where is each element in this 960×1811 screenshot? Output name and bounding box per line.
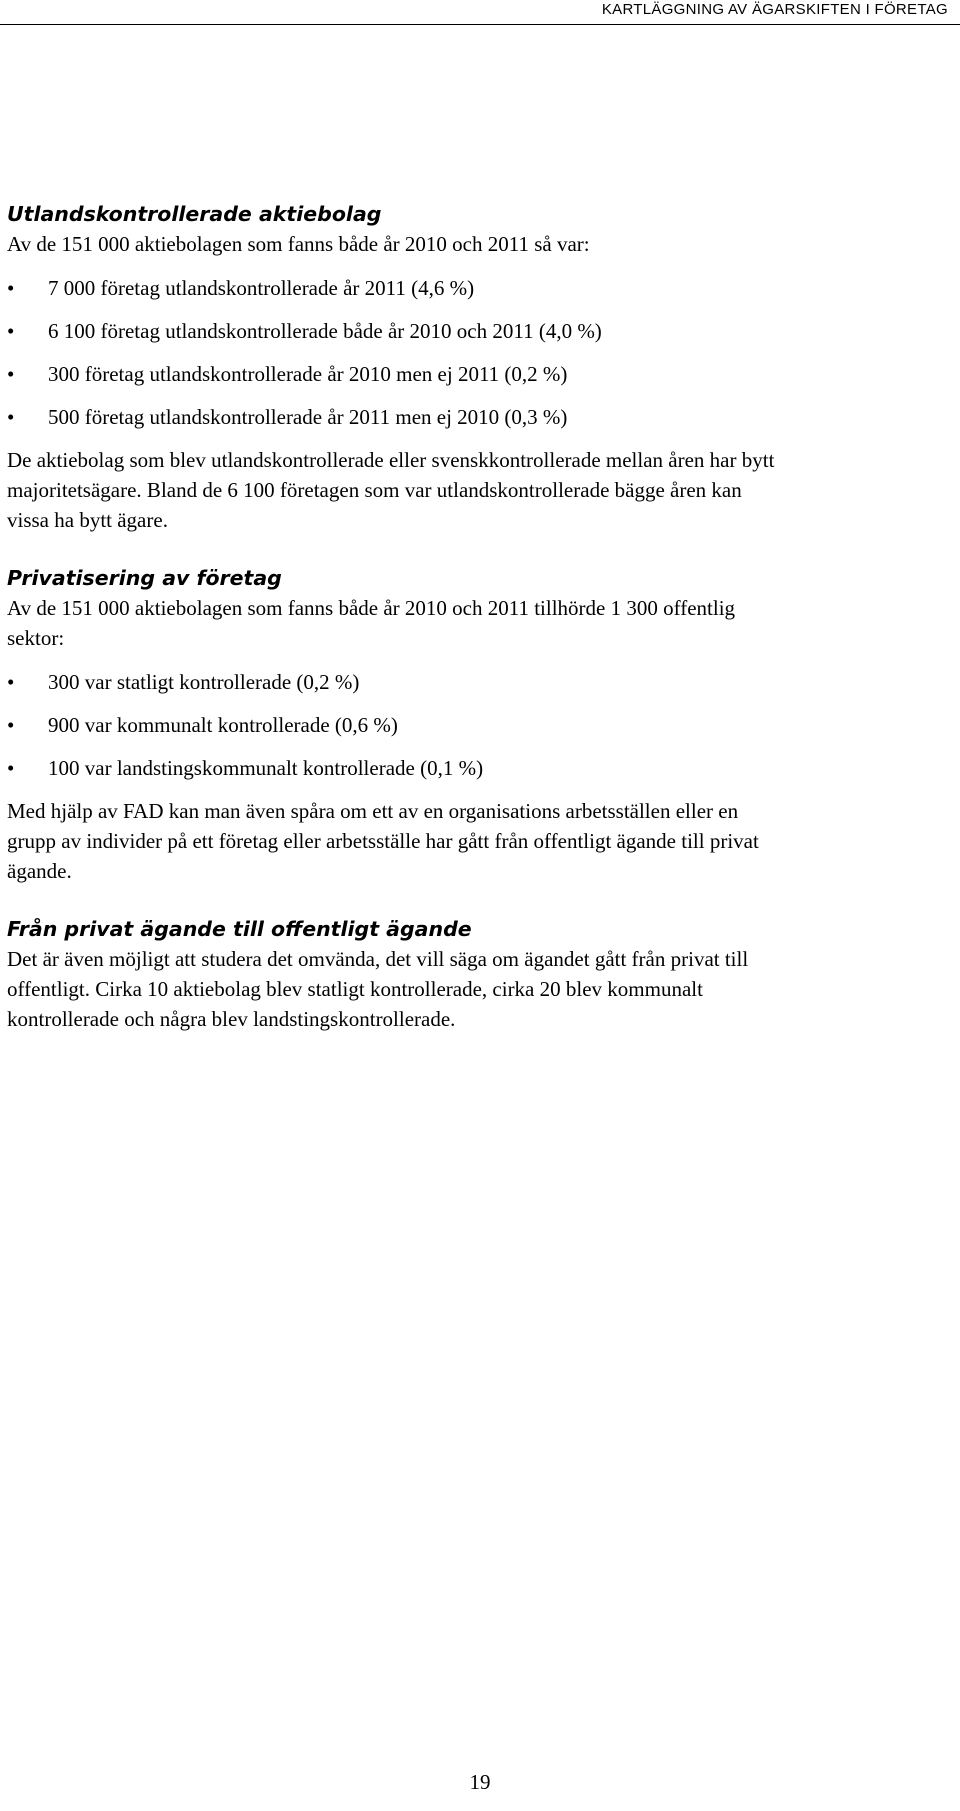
list-item-text: 300 var statligt kontrollerade (0,2 %) xyxy=(48,670,360,694)
section-body-private-to-public-line: kontrollerade och några blev landstingskontrollerade. xyxy=(7,1007,456,1031)
section-closing-foreign-line: De aktiebolag som blev utlandskontrollerade eller svenskkontrollerade mellan åren har bytt xyxy=(7,448,775,472)
list-item xyxy=(7,316,952,346)
list-item xyxy=(7,402,952,432)
bullet-icon: • xyxy=(7,670,15,694)
running-header-title: KARTLÄGGNING AV ÄGARSKIFTEN I FÖRETAG xyxy=(601,1,948,18)
list-item-text: 900 var kommunalt kontrollerade (0,6 %) xyxy=(48,713,398,737)
list-item-text: 500 företag utlandskontrollerade år 2011 men ej 2010 (0,3 %) xyxy=(48,405,568,429)
privatisation-bullet-list xyxy=(7,667,952,783)
list-item xyxy=(7,273,952,303)
bullet-icon: • xyxy=(7,756,15,780)
section-body-private-to-public-line: offentligt. Cirka 10 aktiebolag blev statligt kontrollerade, cirka 20 blev kommunalt xyxy=(7,977,703,1001)
list-item xyxy=(7,359,952,389)
section-closing-foreign-line: majoritetsägare. Bland de 6 100 företagen som var utlandskontrollerade bägge åren kan xyxy=(7,478,742,502)
spacer xyxy=(7,259,952,273)
section-heading-privatisation: Privatisering av företag xyxy=(7,566,282,590)
spacer xyxy=(7,653,952,667)
section-intro-foreign: Av de 151 000 aktiebolagen som fanns både år 2010 och 2011 så var: xyxy=(7,232,590,256)
document-body xyxy=(7,199,952,1034)
spacer xyxy=(7,535,952,563)
bullet-icon: • xyxy=(7,319,15,343)
list-item-text: 6 100 företag utlandskontrollerade både år 2010 och 2011 (4,0 %) xyxy=(48,319,602,343)
spacer xyxy=(7,886,952,914)
bullet-icon: • xyxy=(7,405,15,429)
section-intro-privatisation-line: Av de 151 000 aktiebolagen som fanns både år 2010 och 2011 tillhörde 1 300 offentlig xyxy=(7,596,736,620)
page-number: 19 xyxy=(469,1770,491,1794)
foreign-bullet-list xyxy=(7,273,952,432)
section-intro-privatisation-line: sektor: xyxy=(7,626,65,650)
list-item xyxy=(7,710,952,740)
running-header xyxy=(0,0,960,25)
section-body-private-to-public-line: Det är även möjligt att studera det omvända, det vill säga om ägandet gått från privat till xyxy=(7,947,749,971)
list-item-text: 100 var landstingskommunalt kontrollerade (0,1 %) xyxy=(48,756,484,780)
list-item xyxy=(7,667,952,697)
section-closing-privatisation-line: Med hjälp av FAD kan man även spåra om ett av en organisations arbetsställen eller en xyxy=(7,799,739,823)
section-closing-privatisation-line: ägande. xyxy=(7,859,72,883)
list-item-text: 300 företag utlandskontrollerade år 2010 men ej 2011 (0,2 %) xyxy=(48,362,568,386)
bullet-icon: • xyxy=(7,362,15,386)
list-item xyxy=(7,753,952,783)
section-heading-foreign-controlled: Utlandskontrollerade aktiebolag xyxy=(7,202,382,226)
list-item-text: 7 000 företag utlandskontrollerade år 2011 (4,6 %) xyxy=(48,276,475,300)
section-closing-foreign-line: vissa ha bytt ägare. xyxy=(7,508,168,532)
section-heading-private-to-public: Från privat ägande till offentligt ägande xyxy=(7,917,472,941)
section-closing-privatisation-line: grupp av individer på ett företag eller arbetsställe har gått från offentligt ägande till privat xyxy=(7,829,759,853)
bullet-icon: • xyxy=(7,713,15,737)
bullet-icon: • xyxy=(7,276,15,300)
